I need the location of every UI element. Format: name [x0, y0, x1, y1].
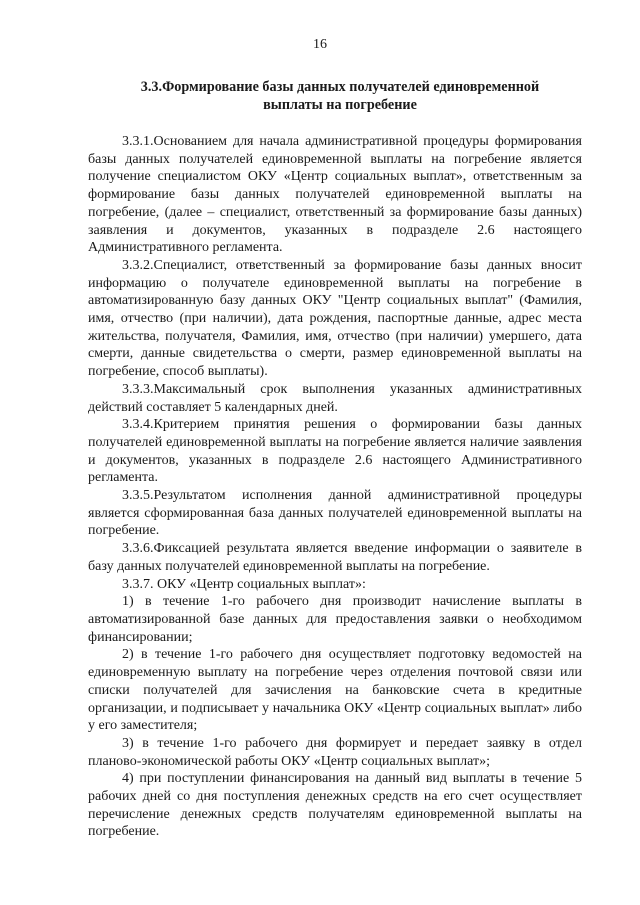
paragraph-3-3-2: 3.3.2.Специалист, ответственный за формирование базы данных вносит информацию о получателе единовременной выплаты на погребение в автоматизированную базу данных ОКУ "Центр социальных выплат" (Фамилия, имя, отчество (при наличии), дата рождения, паспортные данные, адрес места жительства, получателя, Фамилия, имя, отчество (при наличии) умершего, дата смерти, данные свидетельства о смерти, размер единовременной выплаты на погребение, способ выплаты).: [88, 257, 582, 380]
list-item-4: 4) при поступлении финансирования на данный вид выплаты в течение 5 рабочих дней со дня поступления денежных средств на его счет осуществляет перечисление денежных средств получателям единовременной выплаты на погребение.: [88, 771, 582, 840]
paragraph-3-3-4: 3.3.4.Критерием принятия решения о формировании базы данных получателей единовременной выплаты на погребение является наличие заявления и документов, указанных в подразделе 2.6 настоящего Административного регламента.: [88, 417, 582, 486]
page-number: 16: [313, 37, 327, 52]
section-heading-line-1: 3.3.Формирование базы данных получателей единовременной: [140, 79, 540, 95]
document-body: [88, 133, 582, 841]
paragraph-3-3-6: 3.3.6.Фиксацией результата является введение информации о заявителе в базу данных получателей единовременной выплаты на погребение.: [88, 541, 582, 574]
paragraph-3-3-3: 3.3.3.Максимальный срок выполнения указанных административных действий составляет 5 календарных дней.: [88, 381, 582, 415]
section-heading: [120, 78, 560, 114]
paragraph-3-3-7: 3.3.7. ОКУ «Центр социальных выплат»:: [122, 576, 366, 592]
list-item-3: 3) в течение 1-го рабочего дня формирует и передает заявку в отдел планово-экономической работы ОКУ «Центр социальных выплат»;: [88, 735, 582, 769]
list-item-1: 1) в течение 1-го рабочего дня производит начисление выплаты в автоматизированной базе данных для предоставления заявки о необходимом финансировании;: [88, 594, 582, 645]
list-item-2: 2) в течение 1-го рабочего дня осуществляет подготовку ведомостей на единовременную выплату на погребение через отделения почтовой связи или списки получателей для зачисления на банковские счета в кредитные организации, и подписывает у начальника ОКУ «Центр социальных выплат» либо у его заместителя;: [88, 647, 582, 734]
paragraph-3-3-5: 3.3.5.Результатом исполнения данной административной процедуры является сформированная база данных получателей единовременной выплаты на погребение.: [88, 488, 582, 539]
section-heading-line-2: выплаты на погребение: [263, 97, 417, 113]
paragraph-3-3-1: 3.3.1.Основанием для начала административной процедуры формирования базы данных получателей единовременной выплаты на погребение является получение специалистом ОКУ «Центр социальных выплат», ответственным за формирование базы данных получателей единовременной выплаты на погребение, (далее – специалист, ответственный за формирование базы данных) заявления и документов, указанных в подразделе 2.6 настоящего Административного регламента.: [88, 134, 582, 256]
